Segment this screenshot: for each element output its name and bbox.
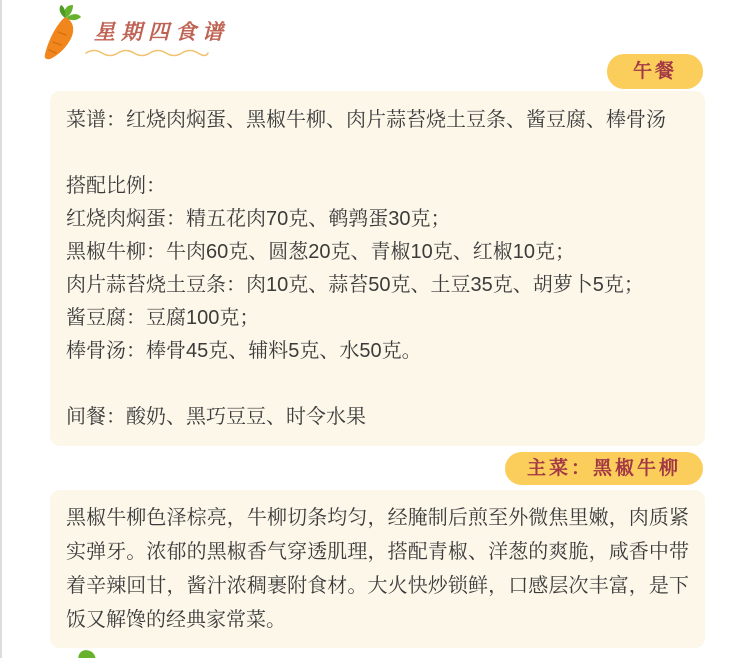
menu-line: 菜谱：红烧肉焖蛋、黑椒牛柳、肉片蒜苔烧土豆条、酱豆腐、棒骨汤: [66, 109, 666, 131]
wavy-underline: [84, 46, 210, 58]
lunch-menu-card: [50, 91, 705, 446]
ratio-line: 酱豆腐：豆腐100克；: [66, 307, 260, 329]
lunch-badge: 午餐: [607, 54, 703, 89]
ratio-line: 红烧肉焖蛋：精五花肉70克、鹌鹑蛋30克；: [66, 208, 451, 230]
carrot-icon: [38, 4, 84, 62]
main-dish-card: [50, 490, 705, 648]
carrot-sprout-icon: [77, 649, 96, 658]
page-title: 星期四食谱: [94, 20, 229, 44]
main-dish-description: 黑椒牛柳色泽棕亮，牛柳切条均匀，经腌制后煎至外微焦里嫩，肉质紧实弹牙。浓郁的黑椒香气穿透肌理，搭配青椒、洋葱的爽脆，咸香中带着辛辣回甘，酱汁浓稠裹附食材。大火快炒锁鲜，口感层次丰富，是下饭又解馋的经典家常菜。: [66, 507, 689, 631]
snack-line: 间餐：酸奶、黑巧豆豆、时令水果: [66, 406, 366, 428]
main-dish-badge: 主菜：黑椒牛柳: [505, 452, 703, 485]
ratio-heading: 搭配比例：: [66, 175, 166, 197]
ratio-line: 棒骨汤：棒骨45克、辅料5克、水50克。: [66, 340, 422, 362]
ratio-line: 肉片蒜苔烧土豆条：肉10克、蒜苔50克、土豆35克、胡萝卜5克；: [66, 274, 644, 296]
ratio-line: 黑椒牛柳：牛肉60克、圆葱20克、青椒10克、红椒10克；: [66, 241, 575, 263]
